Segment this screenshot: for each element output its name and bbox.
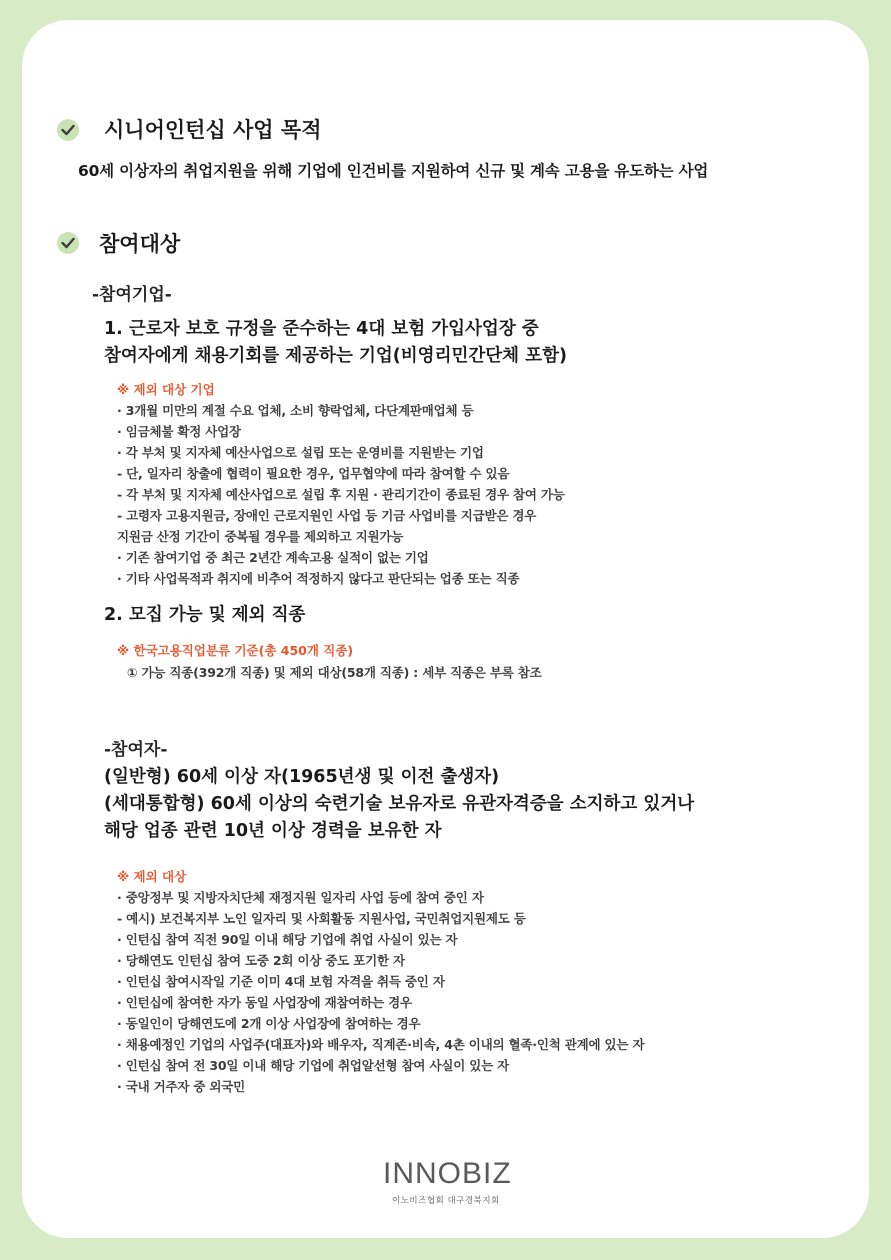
list-item: - 단, 일자리 창출에 협력이 필요한 경우, 업무협약에 따라 참여할 수 있음 bbox=[117, 466, 510, 481]
check-icon bbox=[57, 119, 79, 141]
company-item2-title: 2. 모집 가능 및 제외 직종 bbox=[104, 605, 306, 625]
list-item: · 기타 사업목적과 취지에 비추어 적정하지 않다고 판단되는 업종 또는 직종 bbox=[117, 571, 520, 586]
list-item: · 채용예정인 기업의 사업주(대표자)와 배우자, 직계존·비속, 4촌 이내의 혈족·인척 관계에 있는 자 bbox=[117, 1037, 645, 1052]
list-item: · 기존 참여기업 중 최근 2년간 계속고용 실적이 없는 기업 bbox=[117, 550, 429, 565]
list-item: · 인턴십 참여 직전 90일 이내 해당 기업에 취업 사실이 있는 자 bbox=[117, 932, 458, 947]
innobiz-logo: INNOBIZ bbox=[383, 1157, 512, 1190]
company-item1-line1: 1. 근로자 보호 규정을 준수하는 4대 보험 가입사업장 중 bbox=[104, 319, 539, 339]
list-item: · 국내 거주자 중 외국민 bbox=[117, 1079, 246, 1094]
section2-title: 참여대상 bbox=[99, 232, 181, 256]
innobiz-logo-sub: 이노비즈협회 대구경북지회 bbox=[392, 1196, 500, 1206]
participant-line3: 해당 업종 관련 10년 이상 경력을 보유한 자 bbox=[104, 821, 442, 841]
company-item2-note: ① 가능 직종(392개 직종) 및 제외 대상(58개 직종) : 세부 직종은 부록 참조 bbox=[127, 665, 542, 680]
list-item: · 동일인이 당해연도에 2개 이상 사업장에 참여하는 경우 bbox=[117, 1016, 421, 1031]
participant-exclude-title: ※ 제외 대상 bbox=[117, 869, 187, 884]
list-item: · 임금체불 확정 사업장 bbox=[117, 424, 241, 439]
list-item: · 인턴십에 참여한 자가 동일 사업장에 재참여하는 경우 bbox=[117, 995, 412, 1010]
section1-title: 시니어인턴십 사업 목적 bbox=[104, 118, 322, 142]
list-item: - 고령자 고용지원금, 장애인 근로지원인 사업 등 기금 사업비를 지급받은 경우 bbox=[117, 508, 537, 523]
purpose-text: 60세 이상자의 취업지원을 위해 기업에 인건비를 지원하여 신규 및 계속 고용을 유도하는 사업 bbox=[78, 162, 709, 180]
participant-heading: -참여자- bbox=[104, 740, 168, 760]
list-item: · 인턴십 참여시작일 기준 이미 4대 보험 자격을 취득 중인 자 bbox=[117, 974, 445, 989]
list-item: - 예시) 보건복지부 노인 일자리 및 사회활동 지원사업, 국민취업지원제도 등 bbox=[117, 911, 526, 926]
company-item1-line2: 참여자에게 채용기회를 제공하는 기업(비영리민간단체 포함) bbox=[104, 346, 567, 366]
company-item2-red: ※ 한국고용직업분류 기준(총 450개 직종) bbox=[117, 643, 354, 658]
participant-line2: (세대통합형) 60세 이상의 숙련기술 보유자로 유관자격증을 소지하고 있거나 bbox=[104, 794, 695, 814]
participant-line1: (일반형) 60세 이상 자(1965년생 및 이전 출생자) bbox=[104, 767, 500, 787]
list-item: - 각 부처 및 지자체 예산사업으로 설립 후 지원 · 관리기간이 종료된 경우 참여 가능 bbox=[117, 487, 565, 502]
list-item: 지원금 산정 기간이 중복될 경우를 제외하고 지원가능 bbox=[117, 529, 404, 544]
list-item: · 당해연도 인턴십 참여 도중 2회 이상 중도 포기한 자 bbox=[117, 953, 405, 968]
check-icon bbox=[57, 232, 79, 254]
list-item: · 인턴십 참여 전 30일 이내 해당 기업에 취업알선형 참여 사실이 있는 자 bbox=[117, 1058, 509, 1073]
list-item: · 중앙정부 및 지방자치단체 재정지원 일자리 사업 등에 참여 중인 자 bbox=[117, 890, 484, 905]
list-item: · 각 부처 및 지자체 예산사업으로 설립 또는 운영비를 지원받는 기업 bbox=[117, 445, 484, 460]
company-exclude-title: ※ 제외 대상 기업 bbox=[117, 382, 215, 397]
list-item: · 3개월 미만의 계절 수요 업체, 소비 향락업체, 다단계판매업체 등 bbox=[117, 403, 474, 418]
company-heading: -참여기업- bbox=[92, 285, 172, 305]
